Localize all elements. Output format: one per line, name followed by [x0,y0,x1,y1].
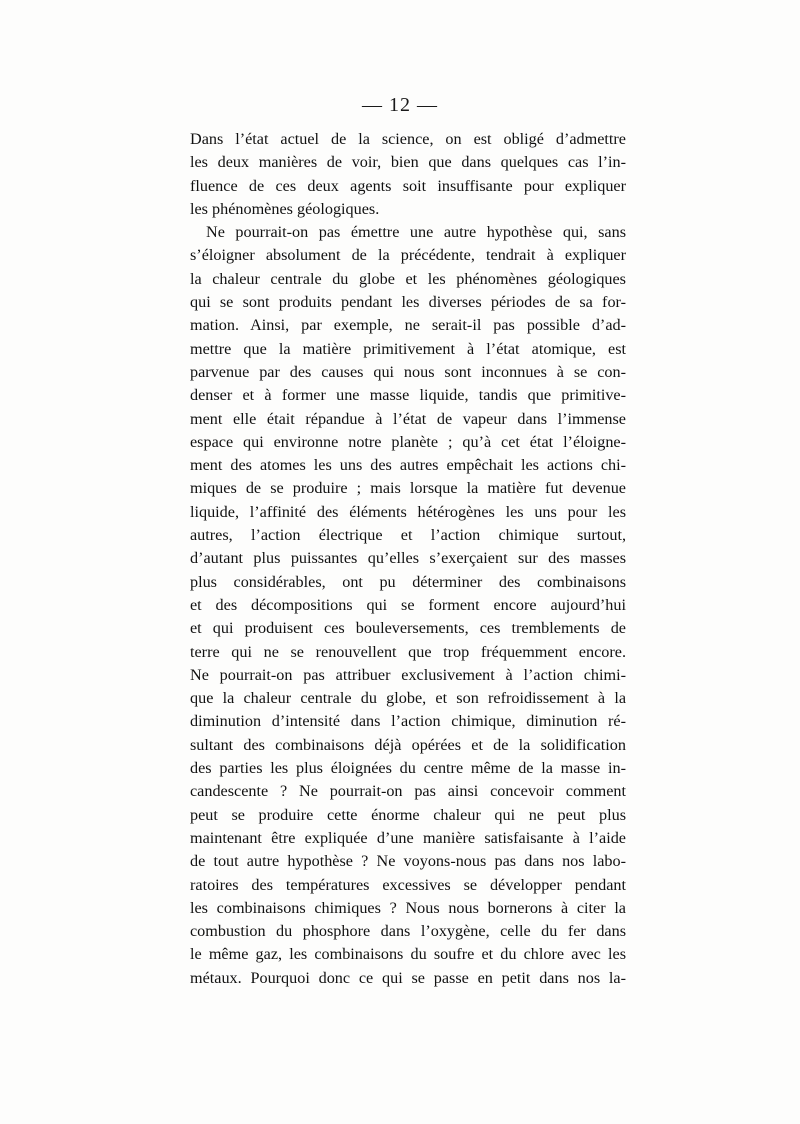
text-line: les combinaisons chimiques ? Nous nous bornerons à citer la [190,898,626,917]
text-line: d’autant plus puissantes qu’elles s’exerçaient sur des masses [190,549,626,568]
text-line: miques de se produire ; mais lorsque la matière fut devenue [190,479,626,498]
text-line: s’éloigner absolument de la précédente, tendrait à expliquer [190,246,626,265]
text-line: autres, l’action électrique et l’action chimique surtout, [190,526,626,545]
text-line: les phénomènes géologiques. [190,199,380,218]
text-line: Ne pourrait-on pas émettre une autre hypothèse qui, sans [206,223,626,242]
text-line: mation. Ainsi, par exemple, ne serait-il pas possible d’ad- [190,316,626,335]
text-line: liquide, l’affinité des éléments hétérogènes les uns pour les [190,502,626,521]
text-line: denser et à former une masse liquide, tandis que primitive- [190,386,626,405]
text-line: mettre que la matière primitivement à l’état atomique, est [190,339,626,358]
text-line: plus considérables, ont pu déterminer des combinaisons [190,572,626,591]
text-line: que la chaleur centrale du globe, et son refroidissement à la [190,689,626,708]
text-line: maintenant être expliquée d’une manière satisfaisante à l’aide [190,828,626,847]
text-line: Dans l’état actuel de la science, on est obligé d’admettre [190,130,626,148]
text-line: diminution d’intensité dans l’action chimique, diminution ré- [190,712,626,731]
text-line: terre qui ne se renouvellent que trop fréquemment encore. [190,642,626,661]
text-line: parvenue par des causes qui nous sont inconnues à se con- [190,362,626,381]
text-line: combustion du phosphore dans l’oxygène, celle du fer dans [190,922,626,941]
text-line: et qui produisent ces bouleversements, ces tremblements de [190,619,626,638]
text-line: Ne pourrait-on pas attribuer exclusivement à l’action chimi- [190,665,626,684]
text-line: fluence de ces deux agents soit insuffisante pour expliquer [190,176,626,195]
text-line: ment des atomes les uns des autres empêchait les actions chi- [190,456,626,475]
text-line: sultant des combinaisons déjà opérées et de la solidification [190,735,626,754]
page-number: — 12 — [362,94,438,116]
text-line: la chaleur centrale du globe et les phénomènes géologiques [190,269,626,288]
text-line: candescente ? Ne pourrait-on pas ainsi concevoir comment [190,782,626,801]
text-line: des parties les plus éloignées du centre même de la masse in- [190,759,626,778]
text-line: espace qui environne notre planète ; qu’à cet état l’éloigne- [190,432,626,451]
text-line: le même gaz, les combinaisons du soufre et du chlore avec les [190,945,626,964]
text-line: et des décompositions qui se forment encore aujourd’hui [190,595,626,614]
body-text [190,128,626,990]
text-line: ratoires des températures excessives se développer pendant [190,875,626,894]
text-line: qui se sont produits pendant les diverses périodes de sa for- [190,293,626,312]
text-line: peut se produire cette énorme chaleur qui ne peut plus [190,805,626,824]
text-line: de tout autre hypothèse ? Ne voyons-nous pas dans nos labo- [190,852,626,871]
text-line: ment elle était répandue à l’état de vapeur dans l’immense [190,409,626,428]
text-line: les deux manières de voir, bien que dans quelques cas l’in- [190,153,626,172]
text-line: métaux. Pourquoi donc ce qui se passe en petit dans nos la- [190,968,626,987]
